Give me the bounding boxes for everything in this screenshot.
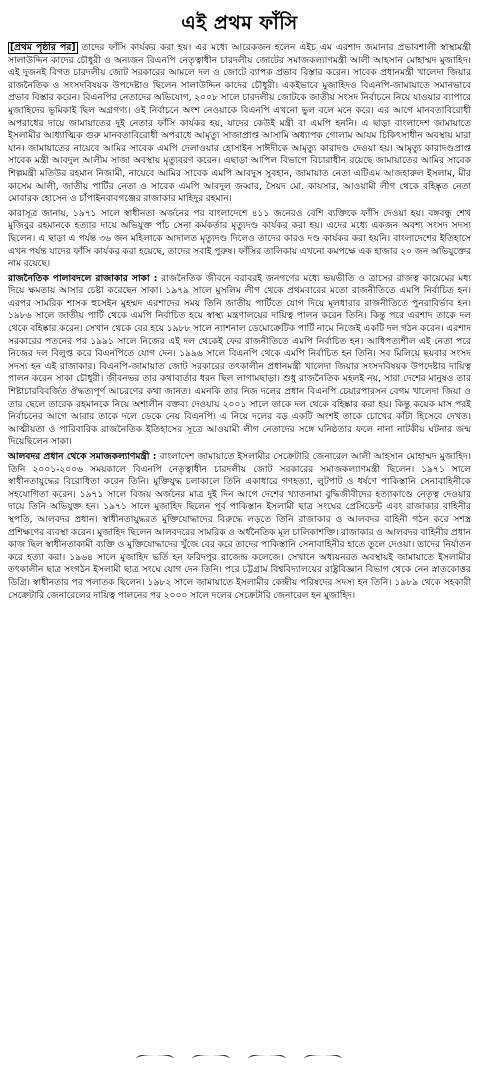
article-headline: এই প্রথম ফাঁসি: [181, 12, 298, 34]
cropped-glyph: [304, 1055, 342, 1065]
cropped-glyph: [136, 1055, 174, 1065]
paragraph-text: কারাসূত্র জানায়, ১৯৭১ সালে স্বাধীনতা অর্জনের পর বাংলাদেশে ৪১১ জনেরও বেশি ব্যক্তিকে ফাঁসি দেওয়া হয়। বঙ্গবন্ধু শেখ মুজিবুর রহমানকে হত্যার দায়ে অভিযুক্ত পাঁচ সেনা কর্মকর্তার মৃত্যুদণ্ড কার্যকর করা হয়। এদের মধ্যে একজন অবশ্য সংসদ সদস্য ছিলেন। এ ছাড়া এ পর্যন্ত ৩৬ জন মহিলাকে আদালত মৃত্যুদণ্ড দিলেও তাদের কারও দণ্ড কার্যকর করা হয়নি। বাংলাদেশের ইতিহাসে এখন পর্যন্ত যাদের ফাঁসি কার্যকর করা হয়েছে, তাদের সবাই পুরুষ। ফাঁসির তালিকায় এখনো কমপক্ষে এক হাজার ২০ জন অভিযুক্তের নাম রয়েছে।: [8, 208, 471, 270]
cropped-next-headline: [0, 1055, 477, 1065]
continuation-kicker: [প্রথম পৃষ্ঠার পর]: [10, 43, 76, 53]
paragraph-text: বাংলাদেশ জামায়াতে ইসলামীর সেক্রেটারি জেনারেল আলী আহসান মোহাম্মদ মুজাহিদ। তিনি ২০০১-২০০৬ সময়কালে বিএনপি নেতৃত্বাধীন চারদলীয় জোট সরকারের সমাজকল্যাণমন্ত্রী ছিলেন। ১৯৭১ সালে স্বাধীনতাযুদ্ধের বিরোধিতা করেন তিনি। মুক্তিযুদ্ধ চলাকালে তিনি একাধারে গণহত্যা, লুটপাট ও ধর্ষণে পাকিস্তানি সেনাবাহিনীকে সহযোগিতা করেন। ১৯৭১ সালে বিজয় অর্জনের মাত্র দুই দিন আগে দেশের খ্যাতনামা বুদ্ধিজীবীদের হত্যাকাণ্ডে নেতৃত্ব দেওয়ার দায়ে তিনি অভিযুক্ত হন। ১৯৭১ সালে মুজাহিদ ছিলেন পূর্ব পাকিস্তান ইসলামী ছাত্র সংঘের প্রেসিডেন্ট এবং রাজাকার বাহিনীর স্থপতি, আলবদর প্রধান। স্বাধীনতাযুদ্ধরত মুক্তিযোদ্ধাদের বিরুদ্ধে লড়তে তিনি রাজাকার ও আলবদর বাহিনী গঠন করে সশস্ত্র প্রশিক্ষণের ব্যবস্থা করেন। মুজাহিদ ছিলেন আলবদরের সামরিক ও অর্ধনৈতিক মূল চালিকাশক্তি। রাজাকার ও আলবদর বাহিনীর প্রধান কাজ ছিল স্বাধীনতাকামী ব্যক্তি ও মুক্তিযোদ্ধাদের খুঁজে বের করে তাদের পাকিস্তানি সেনাবাহিনীর হাতে তুলে দেওয়া। তাদের নির্যাতন করে হত্যা করা। ১৯৬৪ সালে মুজাহিদ ভর্তি হন ফরিদপুর রাজেন্দ্র কলেজে। সেখানে অধ্যয়নরত অবস্থায়ই জামায়াতে ইসলামীর তৎকালীন ছাত্র সংগঠন ইসলামী ছাত্র সংঘে যোগ দেন তিনি। পরে চট্টগ্রাম বিশ্ববিদ্যালয়ের রাষ্ট্রবিজ্ঞান বিভাগ থেকে নেন স্নাতকোত্তর ডিগ্রি। স্বাধীনতার পর পলাতক ছিলেন। ১৯৮২ সালে জামায়াতে ইসলামীর কেন্দ্রীয় পরিষদের সদস্য হন তিনি। ১৯৮৯ থেকে সহকারী সেক্রেটারি জেনারেলের দায়িত্ব পালনের পর ২০০০ সালে দলের সেক্রেটারি জেনারেল হন মুজাহিদ।: [8, 452, 472, 601]
article-paragraph: [8, 42, 471, 206]
cropped-glyph: [192, 1055, 230, 1065]
article-paragraph: [8, 273, 471, 449]
paragraph-text: তাদের ফাঁসি কার্যকর করা হয়। এর মধ্যে আরেকজন হলেন এইচ এম এরশাদ জমানার প্রভাবশালী স্বাস্থ্যমন্ত্রী সালাউদ্দিন কাদের চৌধুরী ও অন্যজন বিএনপি নেতৃত্বাধীন চারদলীয় জোটের সমাজকল্যাণমন্ত্রী আলী আহসান মোহাম্মদ মুজাহিদ। এই দুজনই বিগত চারদলীয় জোট সরকারের আমলে দল ও জোটে ব্যাপক প্রভাব বিস্তার করেন। সাবেক প্রধানমন্ত্রী খালেদা জিয়ার রাজনৈতিক ও সংসদবিষয়ক উপদেষ্টাও ছিলেন সালাউদ্দিন কাদের চৌধুরী। একইভাবে মুজাহিদও বিএনপি-জামায়াতে সমানভাবে প্রভাব বিস্তার করেন। বিএনপির নেতাদের অভিযোগ, ২০০৮ সালে চারদলীয় জোটকে জাতীয় সংসদ নির্বাচনে নিয়ে যাওয়ার ব্যাপারে মুজাহিদের ভূমিকাই ছিল অগ্রগণ্য। ওই নির্বাচনে অংশ নেওয়াকে বিএনপি এখনো ভুল বলে মনে করে। এর আগে মানবতাবিরোধী অপরাধের দায়ে জামায়াতের দুই নেতার ফাঁসি কার্যকর হয়, যাদের কেউই মন্ত্রী বা এমপি হননি। এ ছাড়া বাংলাদেশ জামায়াতে ইসলামীর আধ্যাত্মিক গুরু মানবতাবিরোধী অপরাধে আমৃত্যু সাজাপ্রাপ্ত আসামি অধ্যাপক গোলাম আযম চিকিৎসাধীন অবস্থায় মারা যান। জামায়াতের নায়েবে আমির সাবেক এমপি দেলাওয়ার হোসাইন সাঈদীকে আমৃত্যু কারাদণ্ড দেওয়া হয়। আমৃত্যু কারাদণ্ডপ্রাপ্ত সাবেক মন্ত্রী আবদুল আলীম সাজা অবস্থায় মৃত্যুবরণ করেন। এছাড়া আপিল বিভাগে বিচারাধীন রয়েছে জামায়াতের আমির সাবেক শিল্পমন্ত্রী মতিউর রহমান নিজামী, নায়েবে আমির সাবেক এমপি আবদুস সুবহান, জামায়াত নেতা এটিএম আজহারুল ইসলাম, মীর কাসেম আলী, জাতীয় পার্টির নেতা ও সাবেক এমপি আবদুল জব্বার, সৈয়দ মো. কায়সার, আওয়ামী লীগ থেকে বহিষ্কৃত নেতা মোবারক হোসেন ও চাঁপাইনবাবগঞ্জের রাজাকার মাহিদুর রহমান।: [8, 43, 471, 205]
section-subhead: রাজনৈতিক পালাবদলে রাজাকার সাকা :: [8, 273, 158, 284]
section-subhead: আলবদর প্রধান থেকে সমাজকল্যাণমন্ত্রী :: [8, 452, 157, 462]
article-paragraph: [8, 208, 471, 271]
article-paragraph: [8, 451, 471, 602]
paragraph-text: রাজনৈতিক জীবনে বরাবরই জনগণের মধ্যে ভয়ভীতি ও ত্রাসের রাজত্ব কায়েমের মধ্য দিয়ে ক্ষমতায় আসার চেষ্টা করেছেন সাকা। ১৯৭৯ সালে মুসলিম লীগ থেকে প্রথমবারের মতো রাজনীতিতে এমপি নির্বাচিত হন। এরপর সামরিক শাসক হুসেইন মুহম্মদ এরশাদের সময় তিনি জাতীয় পার্টিতে যোগ দিয়ে মূলধারার রাজনীতিতে পুনরাবির্ভাব হন। ১৯৮৬ সালে জাতীয় পার্টি থেকে এমপি নির্বাচিত হয়ে স্বাস্থ্য মন্ত্রণালয়ের দায়িত্ব পালন করেন তিনি। কিন্তু পরে এরশাদ তাকে দল থেকে বহিষ্কার করেন। সেখান থেকে বের হয়ে ১৯৮৮ সালে ন্যাশনাল ডেমোক্রেটিক পার্টি নামে নিজেই একটি দল গঠন করেন। এরশাদ সরকারের পতনের পর ১৯৯১ সালে নিজের এই দল থেকেই ফের রাজনীতিতে এমপি নির্বাচিত হন। আধিপত্যশীল এই নেতা পরে নিজের দল বিলুপ্ত করে বিএনপিতে যোগ দেন। ১৯৯৬ সালে বিএনপি থেকে এমপি নির্বাচিত হন তিনি। সব মিলিয়ে ছয়বার সংসদ সদস্য হন এই রাজাকার। বিএনপি-জামায়াত জোট সরকারের তৎকালীন প্রধানমন্ত্রী খালেদা জিয়ার সংসদবিষয়ক উপদেষ্টার দায়িত্ব পালন করেন সাকা চৌধুরী। জীবনভর তার কথাবার্তার ধরন ছিল লাগামছাড়া। শুধু রাজনৈতিক মহলই নয়, সারা দেশের মানুষও তার শিষ্টাচারবিবর্জিত ঔদ্ধত্যপূর্ণ আচরণের কথা জানত। এমনকি তার নিজ দলের প্রধান বিএনপি চেয়ারপারসন বেগম খালেদা জিয়া ও তার ছেলে তারেক রহমানকে নিয়ে অশালীন বক্তব্য দেওয়ায় ২০০১ সালে তাকে দল থেকে বহিষ্কার করা হয়। কিন্তু কয়েক মাস পরই নির্বাচনের আগে আবার তাকে দলে ডেকে নেয় বিএনপি। এ নিয়ে দলের বড় একটি অংশই তাকে চোখের কাঁটা হিসেবে দেখত। আত্মীয়তা ও পারিবারিক রাজনৈতিক ইতিহাসের সূত্রে আওয়ামী লীগ নেতাদের সঙ্গে ঘনিষ্ঠতার ফলে নানা নাটকীয় ঘটনার জন্ম দিয়েছিলেন সাকা।: [8, 273, 471, 448]
article-body: [8, 42, 471, 602]
cropped-glyph: [248, 1055, 286, 1065]
